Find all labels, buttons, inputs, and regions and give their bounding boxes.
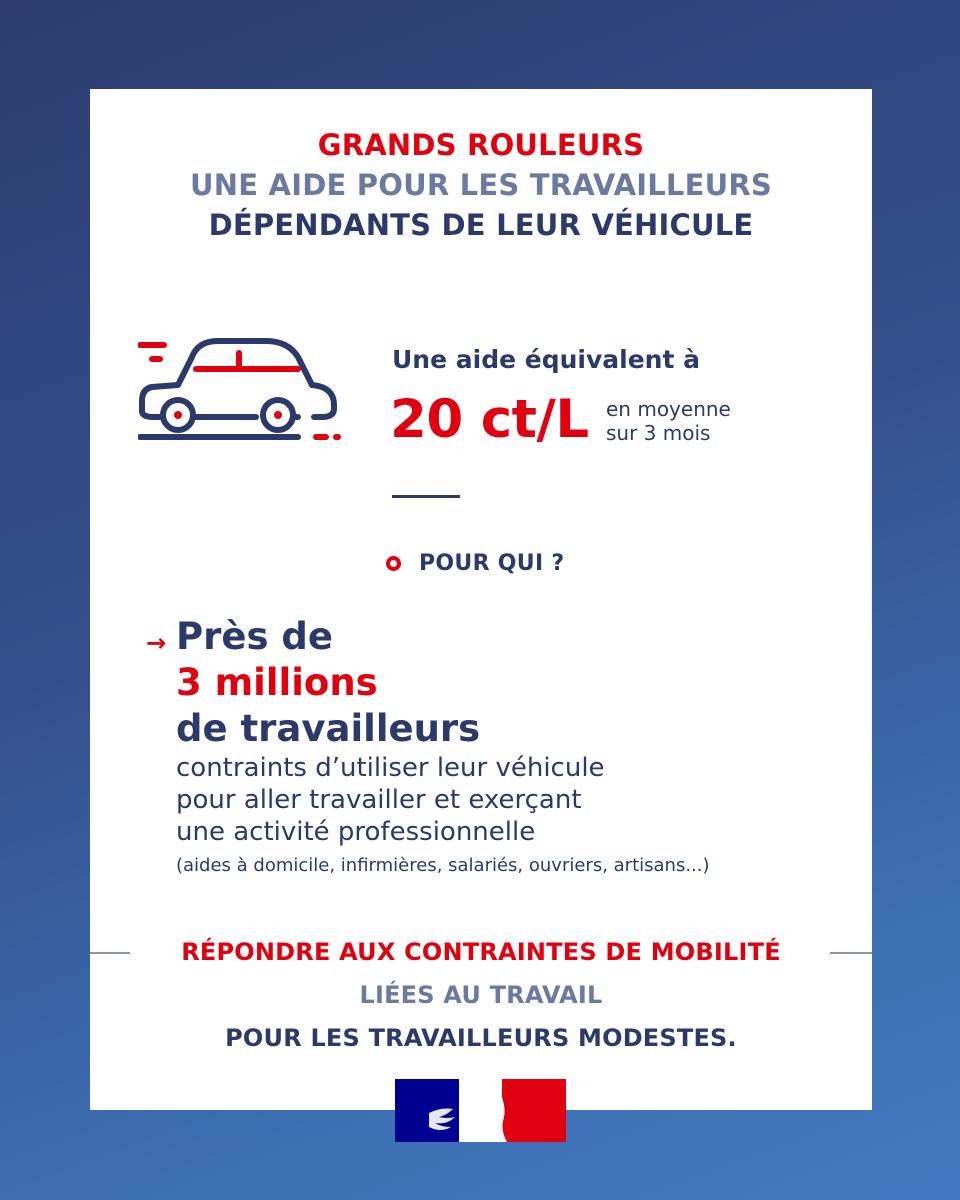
who-label: POUR QUI ?: [419, 551, 565, 576]
footer-statement: [90, 931, 872, 1060]
aid-note-line-2: sur 3 mois: [606, 421, 711, 445]
header-line-2: UNE AIDE POUR LES TRAVAILLEURS: [190, 168, 772, 202]
who-heading: [386, 551, 564, 576]
header-title: [90, 125, 872, 245]
arrow-right-icon: →: [146, 629, 167, 657]
footer-line-2: LIÉES AU TRAVAIL: [359, 981, 603, 1009]
description-line-3: une activité professionnelle: [176, 817, 536, 847]
aid-intro-text: Une aide équivalent à: [392, 345, 700, 374]
circle-bullet-icon: [386, 556, 401, 571]
description-line-1: contraints d’utiliser leur véhicule: [176, 753, 605, 783]
beneficiaries-line-3: de travailleurs: [176, 707, 481, 750]
aid-amount: 20 ct/L: [390, 389, 589, 450]
header-line-1: GRANDS ROULEURS: [317, 128, 645, 162]
footer-line-3: POUR LES TRAVAILLEURS MODESTES.: [225, 1024, 737, 1052]
footer-line-1: RÉPONDRE AUX CONTRAINTES DE MOBILITÉ: [181, 938, 781, 966]
section-divider: [392, 495, 460, 498]
beneficiaries-count: 3 millions: [176, 661, 378, 704]
description-line-2: pour aller travailler et exerçant: [176, 785, 582, 815]
aid-duration-note: [606, 397, 731, 445]
infographic-card: [90, 89, 872, 1110]
beneficiaries-description: [176, 752, 605, 848]
beneficiaries-examples: (aides à domicile, infirmières, salariés, ouvriers, artisans...): [176, 855, 710, 876]
marianne-logo: [395, 1079, 566, 1142]
aid-note-line-1: en moyenne: [606, 397, 731, 421]
beneficiaries-line-1: Près de: [176, 615, 333, 658]
header-line-3: DÉPENDANTS DE LEUR VÉHICULE: [208, 208, 754, 242]
car-icon: [138, 329, 344, 445]
